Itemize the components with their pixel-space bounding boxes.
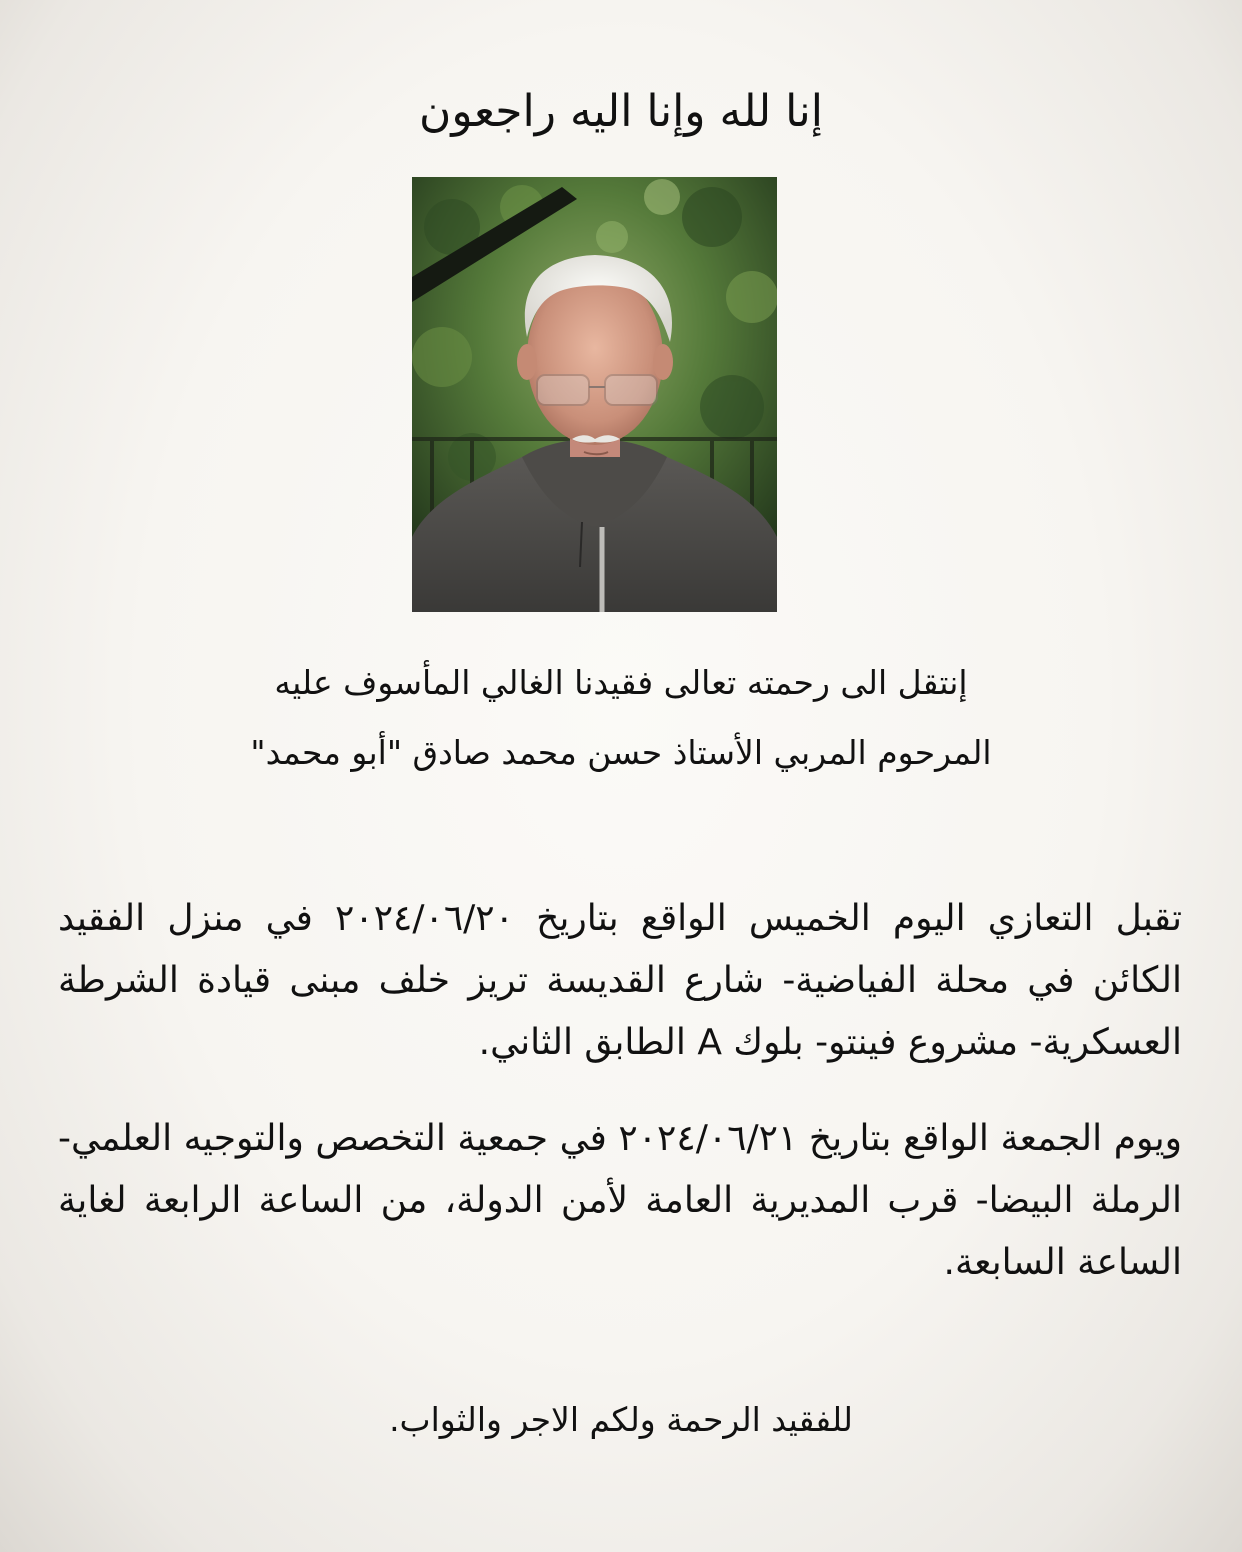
portrait-illustration [412,177,777,612]
ear-right [653,344,673,380]
condolences-thursday-paragraph: تقبل التعازي اليوم الخميس الواقع بتاريخ ٢٠٢٤/٠٦/٢٠ في منزل الفقيد الكائن في محلة الفياضية- شارع القديسة تريز خلف مبنى قيادة الشرطة العسكرية- مشروع فينتو- بلوك A الطابق الثاني. [58,898,1182,1063]
page-title: إنا لله وإنا اليه راجعون [419,86,823,137]
condolences-friday-paragraph: ويوم الجمعة الواقع بتاريخ ٢٠٢٤/٠٦/٢١ في جمعية التخصص والتوجيه العلمي- الرملة البيضا- قرب المديرية العامة لأمن الدولة، من الساعة الرابعة لغاية الساعة السابعة. [58,1118,1182,1283]
passed-away-line: إنتقل الى رحمته تعالى فقيدنا الغالي المأسوف عليه [274,663,968,702]
ear-left [517,344,537,380]
portrait-photo [412,177,777,612]
closing-prayer: للفقيد الرحمة ولكم الاجر والثواب. [389,1400,853,1439]
deceased-name-line: المرحوم المربي الأستاذ حسن محمد صادق "أبو محمد" [250,733,992,772]
